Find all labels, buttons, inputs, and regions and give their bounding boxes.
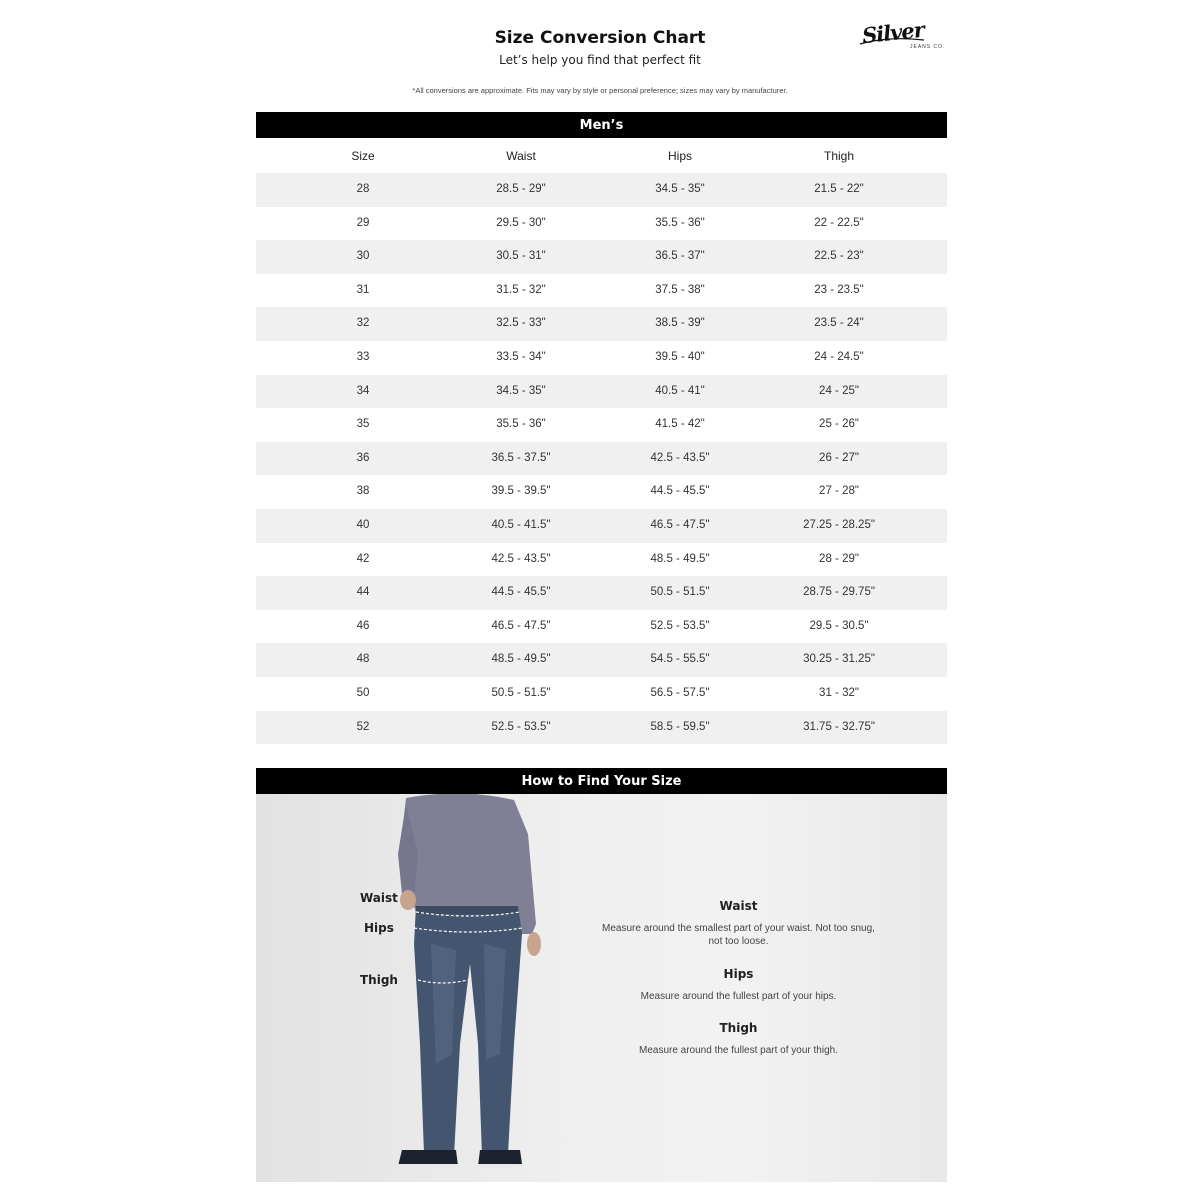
model-jeans (414, 906, 522, 1156)
cell-hips: 46.5 - 47.5" (650, 518, 710, 531)
table-row (256, 711, 947, 745)
brand-logo (858, 16, 953, 54)
mens-section-title: Men’s (579, 117, 624, 133)
cell-hips: 36.5 - 37" (655, 250, 705, 263)
howto-section-title: How to Find Your Size (521, 773, 682, 789)
table-row (256, 475, 947, 509)
table-row (256, 610, 947, 644)
cell-thigh: 23.5 - 24" (814, 317, 864, 330)
cell-waist: 30.5 - 31" (496, 250, 546, 263)
cell-thigh: 24 - 25" (819, 384, 859, 397)
cell-size: 32 (356, 317, 370, 330)
logo-wordmark: Silver (860, 16, 925, 49)
logo-subtext: JEANS CO. (910, 44, 946, 50)
cell-thigh: 31 - 32" (819, 686, 859, 699)
column-header-waist: Waist (506, 149, 536, 163)
cell-waist: 35.5 - 36" (496, 418, 546, 431)
cell-hips: 52.5 - 53.5" (650, 619, 710, 632)
cell-hips: 44.5 - 45.5" (650, 485, 710, 498)
table-row (256, 207, 947, 241)
model-figure-illustration (256, 794, 947, 1182)
table-row (256, 643, 947, 677)
table-row (256, 509, 947, 543)
cell-size: 36 (356, 451, 370, 464)
cell-waist: 36.5 - 37.5" (491, 451, 551, 464)
size-table (256, 138, 947, 744)
cell-size: 35 (356, 418, 370, 431)
model-left-sole (398, 1164, 458, 1167)
column-header-size: Size (351, 149, 375, 163)
cell-hips: 38.5 - 39" (655, 317, 705, 330)
table-body (256, 173, 947, 744)
model-left-shoe (398, 1150, 458, 1166)
table-row (256, 576, 947, 610)
cell-waist: 29.5 - 30" (496, 216, 546, 229)
cell-thigh: 30.25 - 31.25" (803, 653, 875, 666)
cell-waist: 31.5 - 32" (496, 283, 546, 296)
model-right-hand (527, 932, 541, 956)
cell-waist: 33.5 - 34" (496, 350, 546, 363)
cell-size: 48 (356, 653, 370, 666)
howto-section-header (256, 768, 947, 794)
cell-hips: 40.5 - 41" (655, 384, 705, 397)
cell-waist: 28.5 - 29" (496, 183, 546, 195)
info-thigh-title: Thigh (719, 1021, 758, 1035)
cell-size: 40 (356, 518, 370, 531)
howto-panel (256, 794, 947, 1182)
page-subtitle: Let’s help you find that perfect fit (499, 53, 701, 67)
cell-thigh: 28 - 29" (819, 552, 859, 565)
cell-thigh: 26 - 27" (819, 451, 859, 464)
model-left-hand (400, 890, 416, 910)
cell-thigh: 27 - 28" (819, 485, 859, 498)
cell-waist: 50.5 - 51.5" (491, 686, 551, 699)
table-row (256, 677, 947, 711)
cell-size: 46 (356, 619, 370, 632)
cell-hips: 42.5 - 43.5" (650, 451, 710, 464)
cell-size: 52 (356, 720, 370, 733)
cell-hips: 35.5 - 36" (655, 216, 705, 229)
cell-thigh: 24 - 24.5" (814, 350, 864, 363)
cell-size: 30 (356, 250, 370, 263)
column-header-hips: Hips (667, 149, 693, 163)
label-thigh: Thigh (360, 973, 398, 987)
model-waistband (416, 906, 518, 914)
cell-hips: 39.5 - 40" (655, 350, 705, 363)
info-thigh-desc: Measure around the fullest part of your thigh. (638, 1045, 838, 1056)
label-waist: Waist (360, 891, 398, 905)
cell-size: 31 (356, 283, 370, 296)
cell-size: 50 (356, 686, 370, 699)
cell-waist: 40.5 - 41.5" (491, 518, 551, 531)
cell-waist: 39.5 - 39.5" (491, 485, 551, 498)
cell-waist: 48.5 - 49.5" (491, 653, 551, 666)
disclaimer-text: *All conversions are approximate. Fits may vary by style or personal preference; sizes may vary by manufacturer. (412, 86, 788, 95)
cell-hips: 50.5 - 51.5" (650, 586, 710, 599)
cell-thigh: 27.25 - 28.25" (803, 518, 875, 531)
cell-thigh: 25 - 26" (819, 418, 859, 431)
info-hips-desc: Measure around the fullest part of your hips. (640, 991, 837, 1002)
cell-hips: 58.5 - 59.5" (650, 720, 710, 733)
page-title: Size Conversion Chart (494, 28, 706, 48)
cell-hips: 37.5 - 38" (655, 283, 705, 296)
cell-size: 38 (356, 485, 370, 498)
column-header-thigh: Thigh (823, 149, 855, 163)
table-row (256, 442, 947, 476)
cell-thigh: 23 - 23.5" (814, 283, 864, 296)
table-row (256, 307, 947, 341)
cell-waist: 42.5 - 43.5" (491, 552, 551, 565)
cell-waist: 52.5 - 53.5" (491, 720, 551, 733)
cell-waist: 32.5 - 33" (496, 317, 546, 330)
table-row (256, 408, 947, 442)
cell-thigh: 21.5 - 22" (814, 183, 864, 195)
logo-swoosh-icon (858, 34, 928, 48)
cell-size: 42 (356, 552, 370, 565)
table-row (256, 341, 947, 375)
info-waist-title: Waist (719, 899, 758, 913)
cell-hips: 41.5 - 42" (655, 418, 705, 431)
cell-size: 34 (356, 384, 370, 397)
cell-thigh: 22 - 22.5" (814, 216, 864, 229)
cell-waist: 46.5 - 47.5" (491, 619, 551, 632)
label-hips: Hips (364, 921, 394, 935)
cell-waist: 44.5 - 45.5" (491, 586, 551, 599)
cell-size: 33 (356, 350, 370, 363)
table-row (256, 240, 947, 274)
mens-section-header (256, 112, 947, 138)
cell-thigh: 29.5 - 30.5" (809, 619, 869, 632)
cell-thigh: 28.75 - 29.75" (803, 586, 875, 599)
cell-size: 28 (356, 183, 370, 195)
table-row (256, 173, 947, 207)
cell-thigh: 31.75 - 32.75" (803, 720, 875, 733)
cell-hips: 48.5 - 49.5" (650, 552, 710, 565)
table-row (256, 375, 947, 409)
cell-thigh: 22.5 - 23" (814, 250, 864, 263)
model-right-sole (478, 1164, 522, 1167)
info-waist-desc: Measure around the smallest part of your waist. Not too snug, not too loose. (602, 923, 875, 947)
info-hips-title: Hips (723, 967, 754, 981)
table-row (256, 543, 947, 577)
cell-size: 29 (356, 216, 370, 229)
cell-hips: 34.5 - 35" (655, 183, 705, 195)
cell-waist: 34.5 - 35" (496, 384, 546, 397)
cell-hips: 56.5 - 57.5" (650, 686, 710, 699)
cell-hips: 54.5 - 55.5" (650, 653, 710, 666)
model-right-shoe (478, 1150, 522, 1166)
cell-size: 44 (356, 586, 370, 599)
table-row (256, 274, 947, 308)
table-header-row (256, 138, 947, 173)
